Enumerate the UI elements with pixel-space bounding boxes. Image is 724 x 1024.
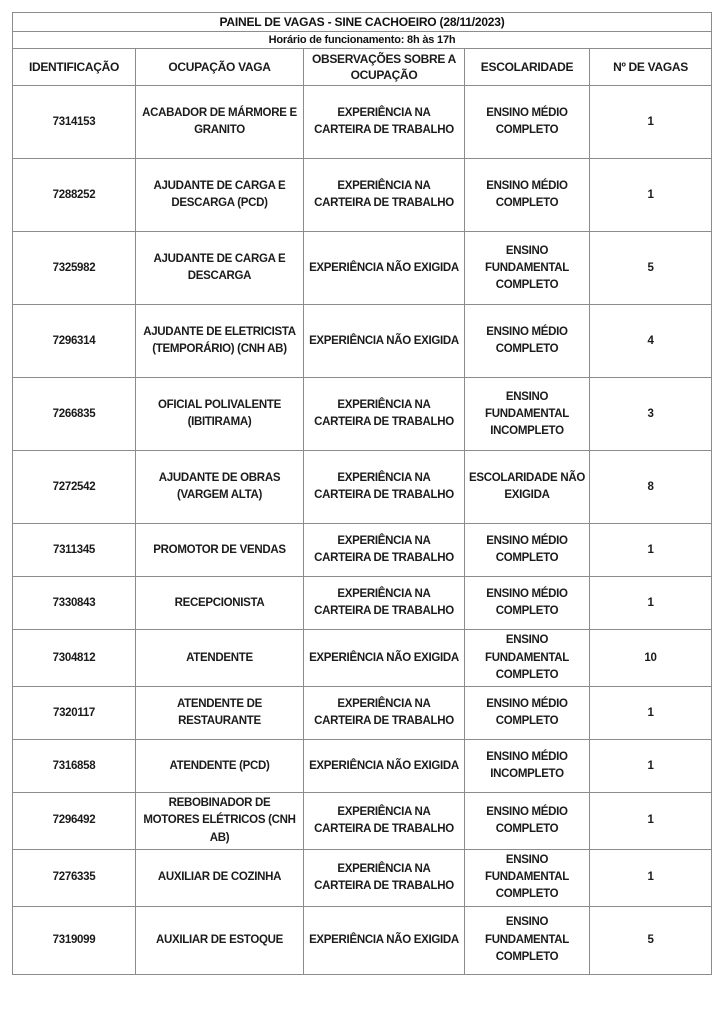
cell-observations: EXPERIÊNCIA NÃO EXIGIDA xyxy=(304,305,465,378)
cell-observations: EXPERIÊNCIA NA CARTEIRA DE TRABALHO xyxy=(304,687,465,740)
cell-occupation: REBOBINADOR DE MOTORES ELÉTRICOS (CNH AB) xyxy=(136,793,304,850)
table-row xyxy=(13,740,712,793)
cell-identification: 7316858 xyxy=(13,740,136,793)
opening-hours: Horário de funcionamento: 8h às 17h xyxy=(13,32,712,49)
cell-identification: 7325982 xyxy=(13,232,136,305)
cell-education: ENSINO MÉDIO COMPLETO xyxy=(465,793,590,850)
table-row xyxy=(13,906,712,974)
table-row xyxy=(13,232,712,305)
cell-observations: EXPERIÊNCIA NA CARTEIRA DE TRABALHO xyxy=(304,159,465,232)
cell-openings: 1 xyxy=(590,159,712,232)
cell-identification: 7288252 xyxy=(13,159,136,232)
cell-occupation: ACABADOR DE MÁRMORE E GRANITO xyxy=(136,86,304,159)
table-row xyxy=(13,451,712,524)
cell-openings: 1 xyxy=(590,577,712,630)
panel-title-row xyxy=(13,13,712,32)
vacancies-table xyxy=(12,12,712,975)
cell-openings: 8 xyxy=(590,451,712,524)
cell-observations: EXPERIÊNCIA NA CARTEIRA DE TRABALHO xyxy=(304,577,465,630)
cell-occupation: ATENDENTE (PCD) xyxy=(136,740,304,793)
cell-identification: 7320117 xyxy=(13,687,136,740)
cell-education: ESCOLARIDADE NÃO EXIGIDA xyxy=(465,451,590,524)
table-row xyxy=(13,793,712,850)
table-row xyxy=(13,630,712,687)
vacancies-body xyxy=(13,86,712,974)
cell-observations: EXPERIÊNCIA NÃO EXIGIDA xyxy=(304,740,465,793)
cell-identification: 7311345 xyxy=(13,524,136,577)
cell-observations: EXPERIÊNCIA NA CARTEIRA DE TRABALHO xyxy=(304,793,465,850)
cell-occupation: OFICIAL POLIVALENTE (IBITIRAMA) xyxy=(136,378,304,451)
panel-subtitle-row xyxy=(13,32,712,49)
cell-education: ENSINO MÉDIO COMPLETO xyxy=(465,86,590,159)
cell-education: ENSINO MÉDIO COMPLETO xyxy=(465,577,590,630)
cell-observations: EXPERIÊNCIA NA CARTEIRA DE TRABALHO xyxy=(304,86,465,159)
panel-title: PAINEL DE VAGAS - SINE CACHOEIRO (28/11/2023) xyxy=(13,13,712,32)
cell-education: ENSINO FUNDAMENTAL COMPLETO xyxy=(465,232,590,305)
cell-occupation: ATENDENTE xyxy=(136,630,304,687)
column-header-row xyxy=(13,49,712,86)
cell-observations: EXPERIÊNCIA NÃO EXIGIDA xyxy=(304,906,465,974)
table-header xyxy=(13,13,712,86)
cell-occupation: PROMOTOR DE VENDAS xyxy=(136,524,304,577)
cell-education: ENSINO MÉDIO COMPLETO xyxy=(465,524,590,577)
cell-observations: EXPERIÊNCIA NA CARTEIRA DE TRABALHO xyxy=(304,378,465,451)
cell-education: ENSINO MÉDIO COMPLETO xyxy=(465,159,590,232)
cell-identification: 7276335 xyxy=(13,849,136,906)
cell-education: ENSINO FUNDAMENTAL COMPLETO xyxy=(465,849,590,906)
cell-education: ENSINO FUNDAMENTAL COMPLETO xyxy=(465,630,590,687)
cell-identification: 7314153 xyxy=(13,86,136,159)
table-row xyxy=(13,687,712,740)
table-row xyxy=(13,86,712,159)
column-header-openings: Nº DE VAGAS xyxy=(590,49,712,86)
column-header-identification: IDENTIFICAÇÃO xyxy=(13,49,136,86)
cell-education: ENSINO MÉDIO COMPLETO xyxy=(465,305,590,378)
cell-openings: 1 xyxy=(590,86,712,159)
cell-education: ENSINO MÉDIO INCOMPLETO xyxy=(465,740,590,793)
cell-identification: 7296492 xyxy=(13,793,136,850)
cell-occupation: ATENDENTE DE RESTAURANTE xyxy=(136,687,304,740)
cell-openings: 4 xyxy=(590,305,712,378)
cell-openings: 3 xyxy=(590,378,712,451)
cell-occupation: RECEPCIONISTA xyxy=(136,577,304,630)
column-header-observations: OBSERVAÇÕES SOBRE A OCUPAÇÃO xyxy=(304,49,465,86)
cell-openings: 1 xyxy=(590,687,712,740)
cell-education: ENSINO MÉDIO COMPLETO xyxy=(465,687,590,740)
cell-openings: 10 xyxy=(590,630,712,687)
table-row xyxy=(13,159,712,232)
cell-openings: 1 xyxy=(590,849,712,906)
table-row xyxy=(13,305,712,378)
cell-identification: 7304812 xyxy=(13,630,136,687)
cell-openings: 1 xyxy=(590,740,712,793)
column-header-occupation: OCUPAÇÃO VAGA xyxy=(136,49,304,86)
cell-education: ENSINO FUNDAMENTAL COMPLETO xyxy=(465,906,590,974)
cell-openings: 5 xyxy=(590,906,712,974)
cell-education: ENSINO FUNDAMENTAL INCOMPLETO xyxy=(465,378,590,451)
cell-occupation: AJUDANTE DE CARGA E DESCARGA (PCD) xyxy=(136,159,304,232)
cell-openings: 1 xyxy=(590,524,712,577)
cell-occupation: AJUDANTE DE CARGA E DESCARGA xyxy=(136,232,304,305)
cell-openings: 1 xyxy=(590,793,712,850)
cell-openings: 5 xyxy=(590,232,712,305)
cell-occupation: AUXILIAR DE ESTOQUE xyxy=(136,906,304,974)
cell-observations: EXPERIÊNCIA NA CARTEIRA DE TRABALHO xyxy=(304,451,465,524)
cell-observations: EXPERIÊNCIA NÃO EXIGIDA xyxy=(304,630,465,687)
cell-identification: 7296314 xyxy=(13,305,136,378)
table-row xyxy=(13,378,712,451)
cell-observations: EXPERIÊNCIA NA CARTEIRA DE TRABALHO xyxy=(304,849,465,906)
table-row xyxy=(13,524,712,577)
column-header-education: ESCOLARIDADE xyxy=(465,49,590,86)
cell-identification: 7266835 xyxy=(13,378,136,451)
cell-identification: 7319099 xyxy=(13,906,136,974)
cell-observations: EXPERIÊNCIA NA CARTEIRA DE TRABALHO xyxy=(304,524,465,577)
cell-identification: 7330843 xyxy=(13,577,136,630)
cell-occupation: AJUDANTE DE OBRAS (VARGEM ALTA) xyxy=(136,451,304,524)
table-row xyxy=(13,849,712,906)
table-row xyxy=(13,577,712,630)
cell-occupation: AUXILIAR DE COZINHA xyxy=(136,849,304,906)
cell-occupation: AJUDANTE DE ELETRICISTA (TEMPORÁRIO) (CNH AB) xyxy=(136,305,304,378)
cell-observations: EXPERIÊNCIA NÃO EXIGIDA xyxy=(304,232,465,305)
cell-identification: 7272542 xyxy=(13,451,136,524)
